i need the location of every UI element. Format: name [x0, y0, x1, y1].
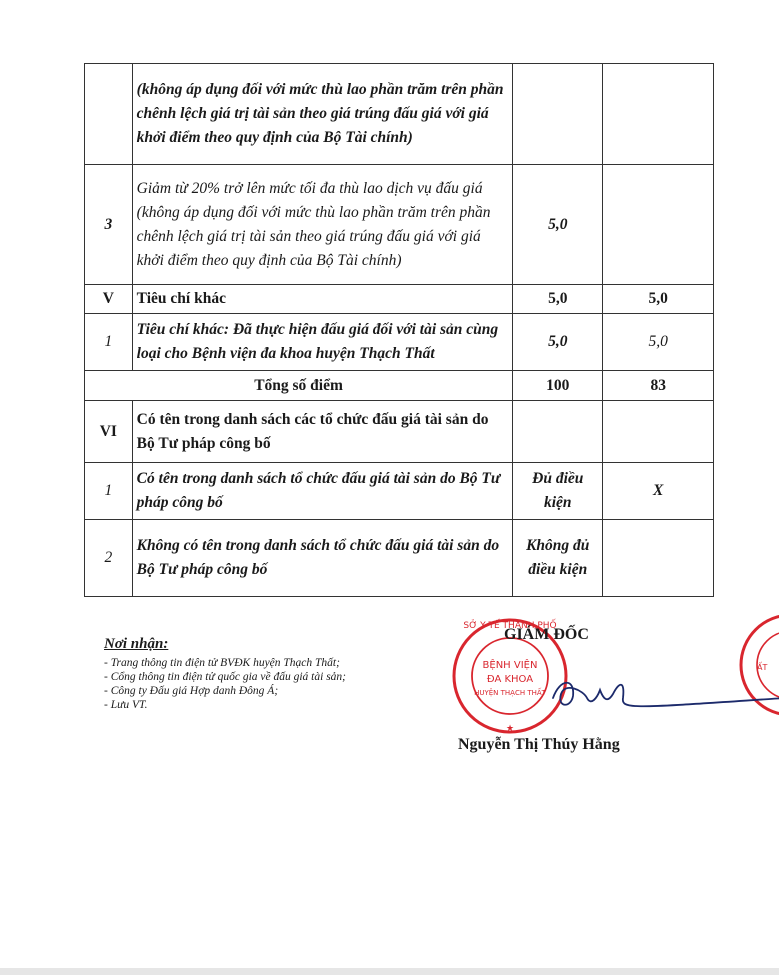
row-criterion: (không áp dụng đối với mức thù lao phần trăm trên phần chênh lệch giá trị tài sản theo giá trúng đấu giá với giá khởi điểm theo quy định của Bộ Tài chính) — [132, 64, 512, 165]
table-row — [85, 165, 714, 285]
row-number: 3 — [85, 165, 133, 285]
svg-text:ĐA KHOA: ĐA KHOA — [486, 674, 534, 685]
row-max-score — [513, 401, 603, 463]
row-number: V — [85, 285, 133, 314]
row-max-score: 5,0 — [513, 285, 603, 314]
table-row — [85, 314, 714, 371]
recipient-item: - Công ty Đấu giá Hợp danh Đông Á; — [104, 685, 279, 697]
signature-icon — [545, 668, 779, 718]
row-number: 1 — [85, 463, 133, 520]
svg-text:SỞ Y TẾ THÀNH PHỐ: SỞ Y TẾ THÀNH PHỐ — [463, 621, 557, 631]
recipient-item: - Trang thông tin điện tử BVĐK huyện Thạch Thất; — [104, 657, 340, 669]
svg-text:BỆNH VIỆN: BỆNH VIỆN — [482, 660, 538, 671]
table-row — [85, 64, 714, 165]
svg-text:★: ★ — [505, 724, 515, 734]
row-criterion: Tiêu chí khác — [132, 285, 512, 314]
row-number: 1 — [85, 314, 133, 371]
table-row — [85, 401, 714, 463]
signer-name: Nguyễn Thị Thúy Hằng — [458, 736, 620, 753]
total-label: Tổng số điểm — [85, 371, 513, 401]
row-score — [603, 401, 714, 463]
row-max-score — [513, 64, 603, 165]
recipients-title: Nơi nhận: — [104, 636, 169, 652]
row-max-score: Không đủ điều kiện — [513, 520, 603, 597]
total-max-score: 100 — [513, 371, 603, 401]
row-criterion: Giảm từ 20% trở lên mức tối đa thù lao dịch vụ đấu giá (không áp dụng đối với mức thù lao phần trăm trên phần chênh lệch giá trị tài sản theo giá trúng đấu giá với giá khởi điểm theo quy định của Bộ Tài chính) — [132, 165, 512, 285]
row-number: VI — [85, 401, 133, 463]
director-title: GIÁM ĐỐC — [504, 626, 589, 643]
svg-text:HUYỆN THẠCH THẤT: HUYỆN THẠCH THẤT — [474, 689, 546, 697]
row-max-score: 5,0 — [513, 165, 603, 285]
row-number — [85, 64, 133, 165]
total-score: 83 — [603, 371, 714, 401]
recipient-item: - Lưu VT. — [104, 699, 148, 711]
total-row — [85, 371, 714, 401]
row-score: 5,0 — [603, 314, 714, 371]
recipients-block — [104, 634, 364, 712]
criteria-table — [84, 63, 714, 597]
row-max-score: 5,0 — [513, 314, 603, 371]
row-score — [603, 520, 714, 597]
row-criterion: Không có tên trong danh sách tổ chức đấu giá tài sản do Bộ Tư pháp công bố — [132, 520, 512, 597]
row-criterion: Tiêu chí khác: Đã thực hiện đấu giá đối với tài sản cùng loại cho Bệnh viện đa khoa huyện Thạch Thất — [132, 314, 512, 371]
row-score — [603, 165, 714, 285]
row-score — [603, 64, 714, 165]
recipient-item: - Cổng thông tin điện tử quốc gia về đấu giá tài sản; — [104, 671, 346, 683]
row-criterion: Có tên trong danh sách các tổ chức đấu giá tài sản do Bộ Tư pháp công bố — [132, 401, 512, 463]
row-score: 5,0 — [603, 285, 714, 314]
row-number: 2 — [85, 520, 133, 597]
row-score: X — [603, 463, 714, 520]
row-criterion: Có tên trong danh sách tổ chức đấu giá tài sản do Bộ Tư pháp công bố — [132, 463, 512, 520]
table-row — [85, 463, 714, 520]
table-row — [85, 520, 714, 597]
signature-block — [450, 610, 779, 760]
page-bottom-edge — [0, 968, 779, 975]
table-row — [85, 285, 714, 314]
svg-text:ẤT: ẤT — [757, 663, 768, 672]
row-max-score: Đủ điều kiện — [513, 463, 603, 520]
